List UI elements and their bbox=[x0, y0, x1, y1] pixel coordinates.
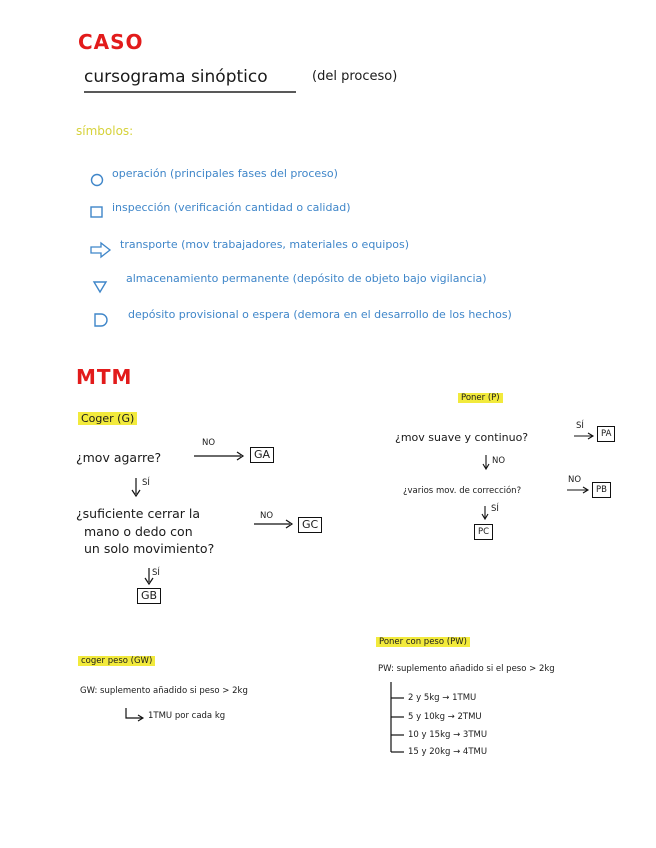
symbol-inspeccion-label: inspección (verificación cantidad o calidad) bbox=[112, 201, 351, 214]
coger-si2: SÍ bbox=[152, 568, 160, 578]
coger-q2-line1: ¿suficiente cerrar la bbox=[76, 506, 200, 521]
simbolos-heading: símbolos: bbox=[76, 124, 134, 138]
gb-box: GB bbox=[137, 588, 161, 604]
subtitle-paren: (del proceso) bbox=[312, 69, 398, 84]
triangle-down-icon bbox=[94, 282, 106, 292]
mtm-title: MTM bbox=[76, 365, 133, 389]
coger-q2-line3: un solo movimiento? bbox=[84, 541, 215, 556]
ga-box: GA bbox=[250, 447, 274, 463]
pb-box: PB bbox=[592, 482, 611, 498]
poner-heading: Poner (P) bbox=[458, 393, 503, 403]
pc-box: PC bbox=[474, 524, 493, 540]
coger-peso-line2: 1TMU por cada kg bbox=[148, 711, 226, 721]
symbol-deposito-label: depósito provisional o espera (demora en el desarrollo de los hechos) bbox=[128, 308, 512, 321]
coger-si1: SÍ bbox=[142, 478, 150, 488]
symbol-transporte-label: transporte (mov trabajadores, materiales o equipos) bbox=[120, 238, 410, 251]
poner-peso-item-4: 15 y 20kg → 4TMU bbox=[408, 747, 488, 757]
coger-peso-line1: GW: suplemento añadido si peso > 2kg bbox=[80, 686, 248, 696]
poner-si2: SÍ bbox=[491, 504, 499, 514]
square-icon bbox=[91, 207, 102, 217]
coger-no1: NO bbox=[202, 438, 216, 448]
subtitle: cursograma sinóptico bbox=[84, 67, 268, 87]
caso-title: CASO bbox=[78, 30, 144, 54]
poner-si1: SÍ bbox=[576, 421, 584, 431]
poner-peso-item-2: 5 y 10kg → 2TMU bbox=[408, 712, 482, 722]
coger-peso-heading: coger peso (GW) bbox=[78, 656, 155, 666]
coger-heading: Coger (G) bbox=[78, 412, 137, 425]
poner-q1: ¿mov suave y continuo? bbox=[395, 431, 529, 444]
pa-box: PA bbox=[597, 426, 615, 442]
coger-no2: NO bbox=[260, 511, 274, 521]
symbol-operacion-label: operación (principales fases del proceso) bbox=[112, 167, 338, 180]
poner-peso-item-1: 2 y 5kg → 1TMU bbox=[408, 693, 477, 703]
circle-icon bbox=[92, 175, 103, 186]
symbol-almacenamiento-label: almacenamiento permanente (depósito de objeto bajo vigilancia) bbox=[126, 272, 487, 285]
poner-peso-heading: Poner con peso (PW) bbox=[376, 637, 470, 647]
coger-q2-line2: mano o dedo con bbox=[84, 524, 193, 539]
d-shape-icon bbox=[95, 314, 107, 326]
poner-peso-item-3: 10 y 15kg → 3TMU bbox=[408, 730, 488, 740]
poner-q2: ¿varios mov. de corrección? bbox=[403, 486, 522, 496]
arrow-icon bbox=[91, 243, 110, 257]
coger-q1: ¿mov agarre? bbox=[76, 450, 162, 465]
gc-box: GC bbox=[298, 517, 322, 533]
poner-peso-line1: PW: suplemento añadido si el peso > 2kg bbox=[378, 664, 555, 674]
poner-no1: NO bbox=[492, 456, 506, 466]
poner-no2: NO bbox=[568, 475, 582, 485]
